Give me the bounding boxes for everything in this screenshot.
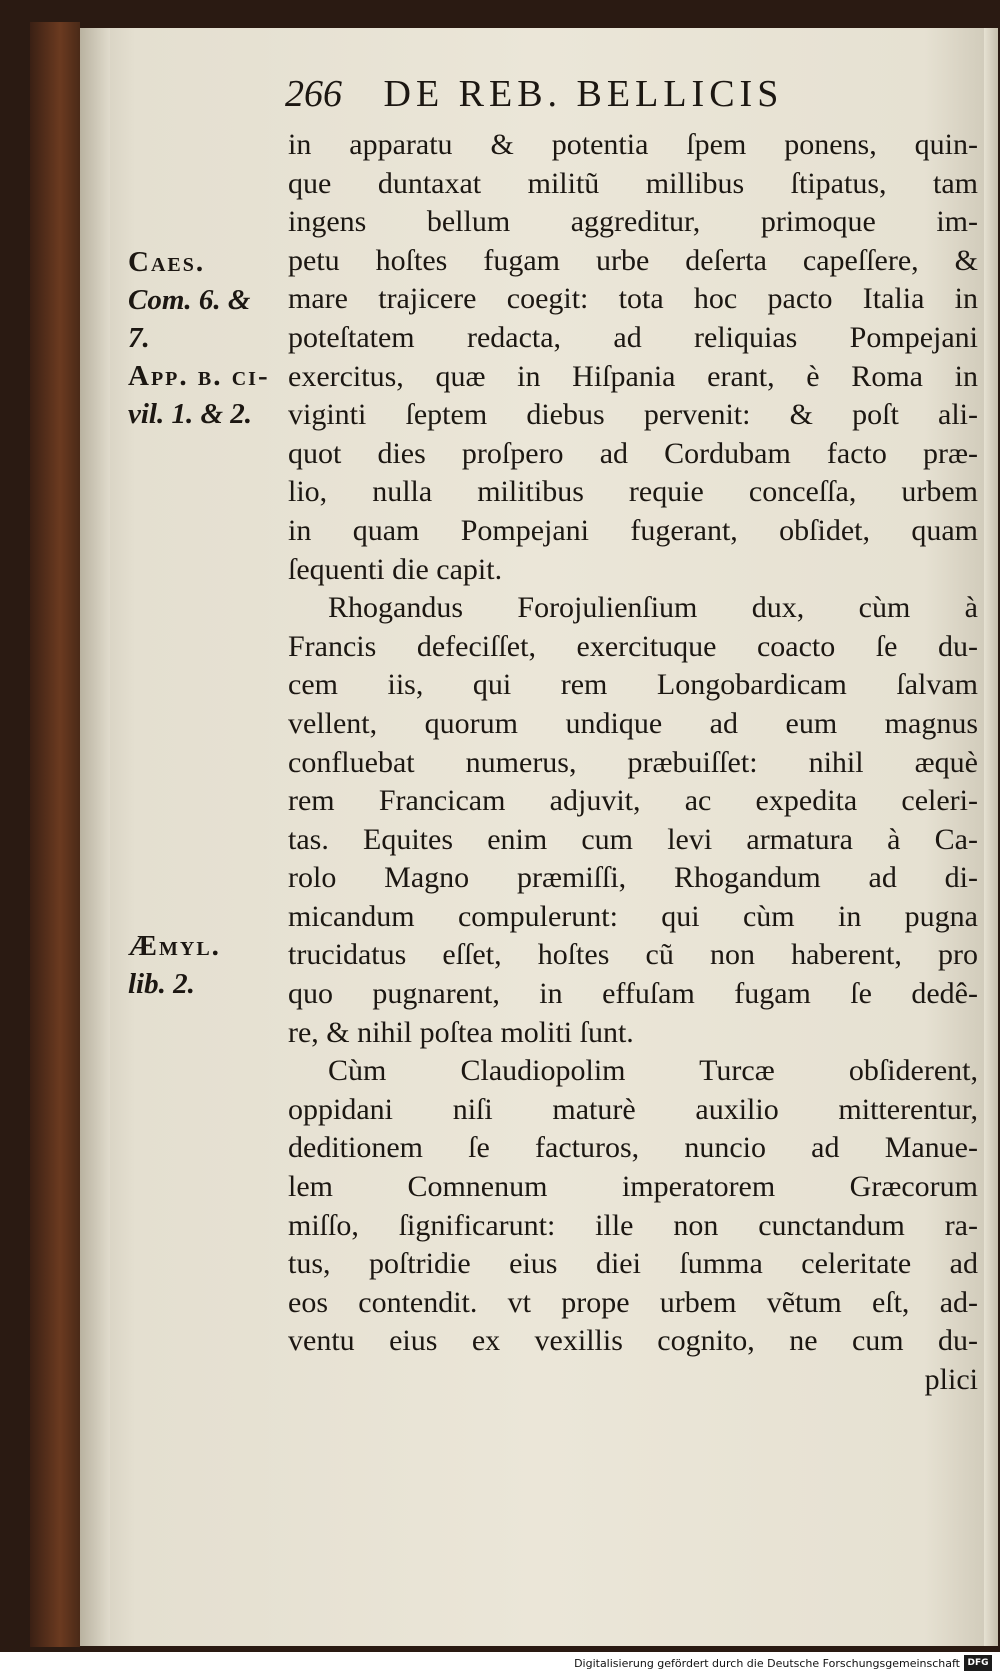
text-line: oppidani niſi maturè auxilio mitterentur, <box>288 1092 978 1126</box>
margin-note-line: vil. 1. & 2. <box>128 398 253 430</box>
text-line: viginti ſeptem diebus pervenit: & poſt ali- <box>288 398 978 432</box>
running-head: DE REB. BELLICIS <box>383 73 784 115</box>
margin-note-line: Com. 6. & <box>128 284 251 316</box>
text-line: deditionem ſe facturos, nuncio ad Manue- <box>288 1131 978 1165</box>
text-line: petu hoſtes fugam urbe deſerta capeſſere, & <box>288 243 978 277</box>
text-line: Francis defeciſſet, exercituque coacto ſe du- <box>288 629 978 663</box>
margin-note-line: App. b. ci- <box>128 360 270 392</box>
text-line: ventu eius ex vexillis cognito, ne cum du- <box>288 1324 978 1358</box>
text-line: Rhogandus Forojulienſium dux, cùm à <box>328 591 978 625</box>
text-line: lem Comnenum imperatorem Græcorum <box>288 1170 978 1204</box>
body-text <box>288 126 978 1400</box>
text-line: eos contendit. vt prope urbem vẽtum eſt, ad- <box>288 1285 978 1319</box>
margin-note-line: lib. 2. <box>128 968 195 1000</box>
text-line: cem iis, qui rem Longobardicam ſalvam <box>288 668 978 702</box>
catchword: plici <box>924 1363 978 1396</box>
page-header <box>285 72 925 118</box>
dfg-logo: DFG <box>964 1655 992 1671</box>
book-cover-edge <box>30 22 80 1647</box>
text-line: Cùm Claudiopolim Turcæ obſiderent, <box>328 1054 978 1088</box>
text-line: ingens bellum aggreditur, primoque im- <box>288 205 978 239</box>
text-line: que duntaxat militũ millibus ſtipatus, tam <box>288 166 978 200</box>
text-line: quot dies proſpero ad Cordubam facto præ- <box>288 436 978 470</box>
text-line: rem Francicam adjuvit, ac expedita celeri- <box>288 784 978 818</box>
digitization-footer <box>0 1652 1000 1678</box>
text-line: vellent, quorum undique ad eum magnus <box>288 706 978 740</box>
page-number: 266 <box>285 73 342 115</box>
text-line: in quam Pompejani fugerant, obſidet, quam <box>288 513 978 547</box>
text-line: quo pugnarent, in effuſam fugam ſe dedê- <box>288 977 978 1011</box>
text-line: miſſo, ſignificarunt: ille non cunctandum ra- <box>288 1208 978 1242</box>
margin-note-line: Caes. <box>128 246 206 278</box>
margin-note-line: 7. <box>128 322 150 354</box>
text-line: mare trajicere coegit: tota hoc pacto Italia in <box>288 282 978 316</box>
text-line: exercitus, quæ in Hiſpania erant, è Roma in <box>288 359 978 393</box>
page-gutter <box>80 28 110 1646</box>
footer-credit: Digitalisierung gefördert durch die Deutsche Forschungsgemeinschaft <box>574 1657 960 1670</box>
text-line: rolo Magno præmiſſi, Rhogandum ad di- <box>288 861 978 895</box>
text-line: micandum compulerunt: qui cùm in pugna <box>288 899 978 933</box>
margin-note-aemylius <box>128 927 278 1003</box>
text-line: ſequenti die capit. <box>288 552 503 586</box>
page-edge <box>984 28 998 1646</box>
text-line: tus, poſtridie eius diei ſumma celeritate ad <box>288 1247 978 1281</box>
text-line: tas. Equites enim cum levi armatura à Ca- <box>288 822 978 856</box>
text-line: poteſtatem redacta, ad reliquias Pompejani <box>288 320 978 354</box>
text-line: confluebat numerus, præbuiſſet: nihil æquè <box>288 745 978 779</box>
text-line: in apparatu & potentia ſpem ponens, quin- <box>288 128 978 161</box>
margin-note-caesar <box>128 243 278 433</box>
text-line: re, & nihil poſtea moliti ſunt. <box>288 1015 634 1049</box>
margin-note-line: Æmyl. <box>128 930 221 962</box>
text-line: trucidatus eſſet, hoſtes cũ non haberent, pro <box>288 938 978 972</box>
text-line: lio, nulla militibus requie conceſſa, urbem <box>288 475 978 509</box>
